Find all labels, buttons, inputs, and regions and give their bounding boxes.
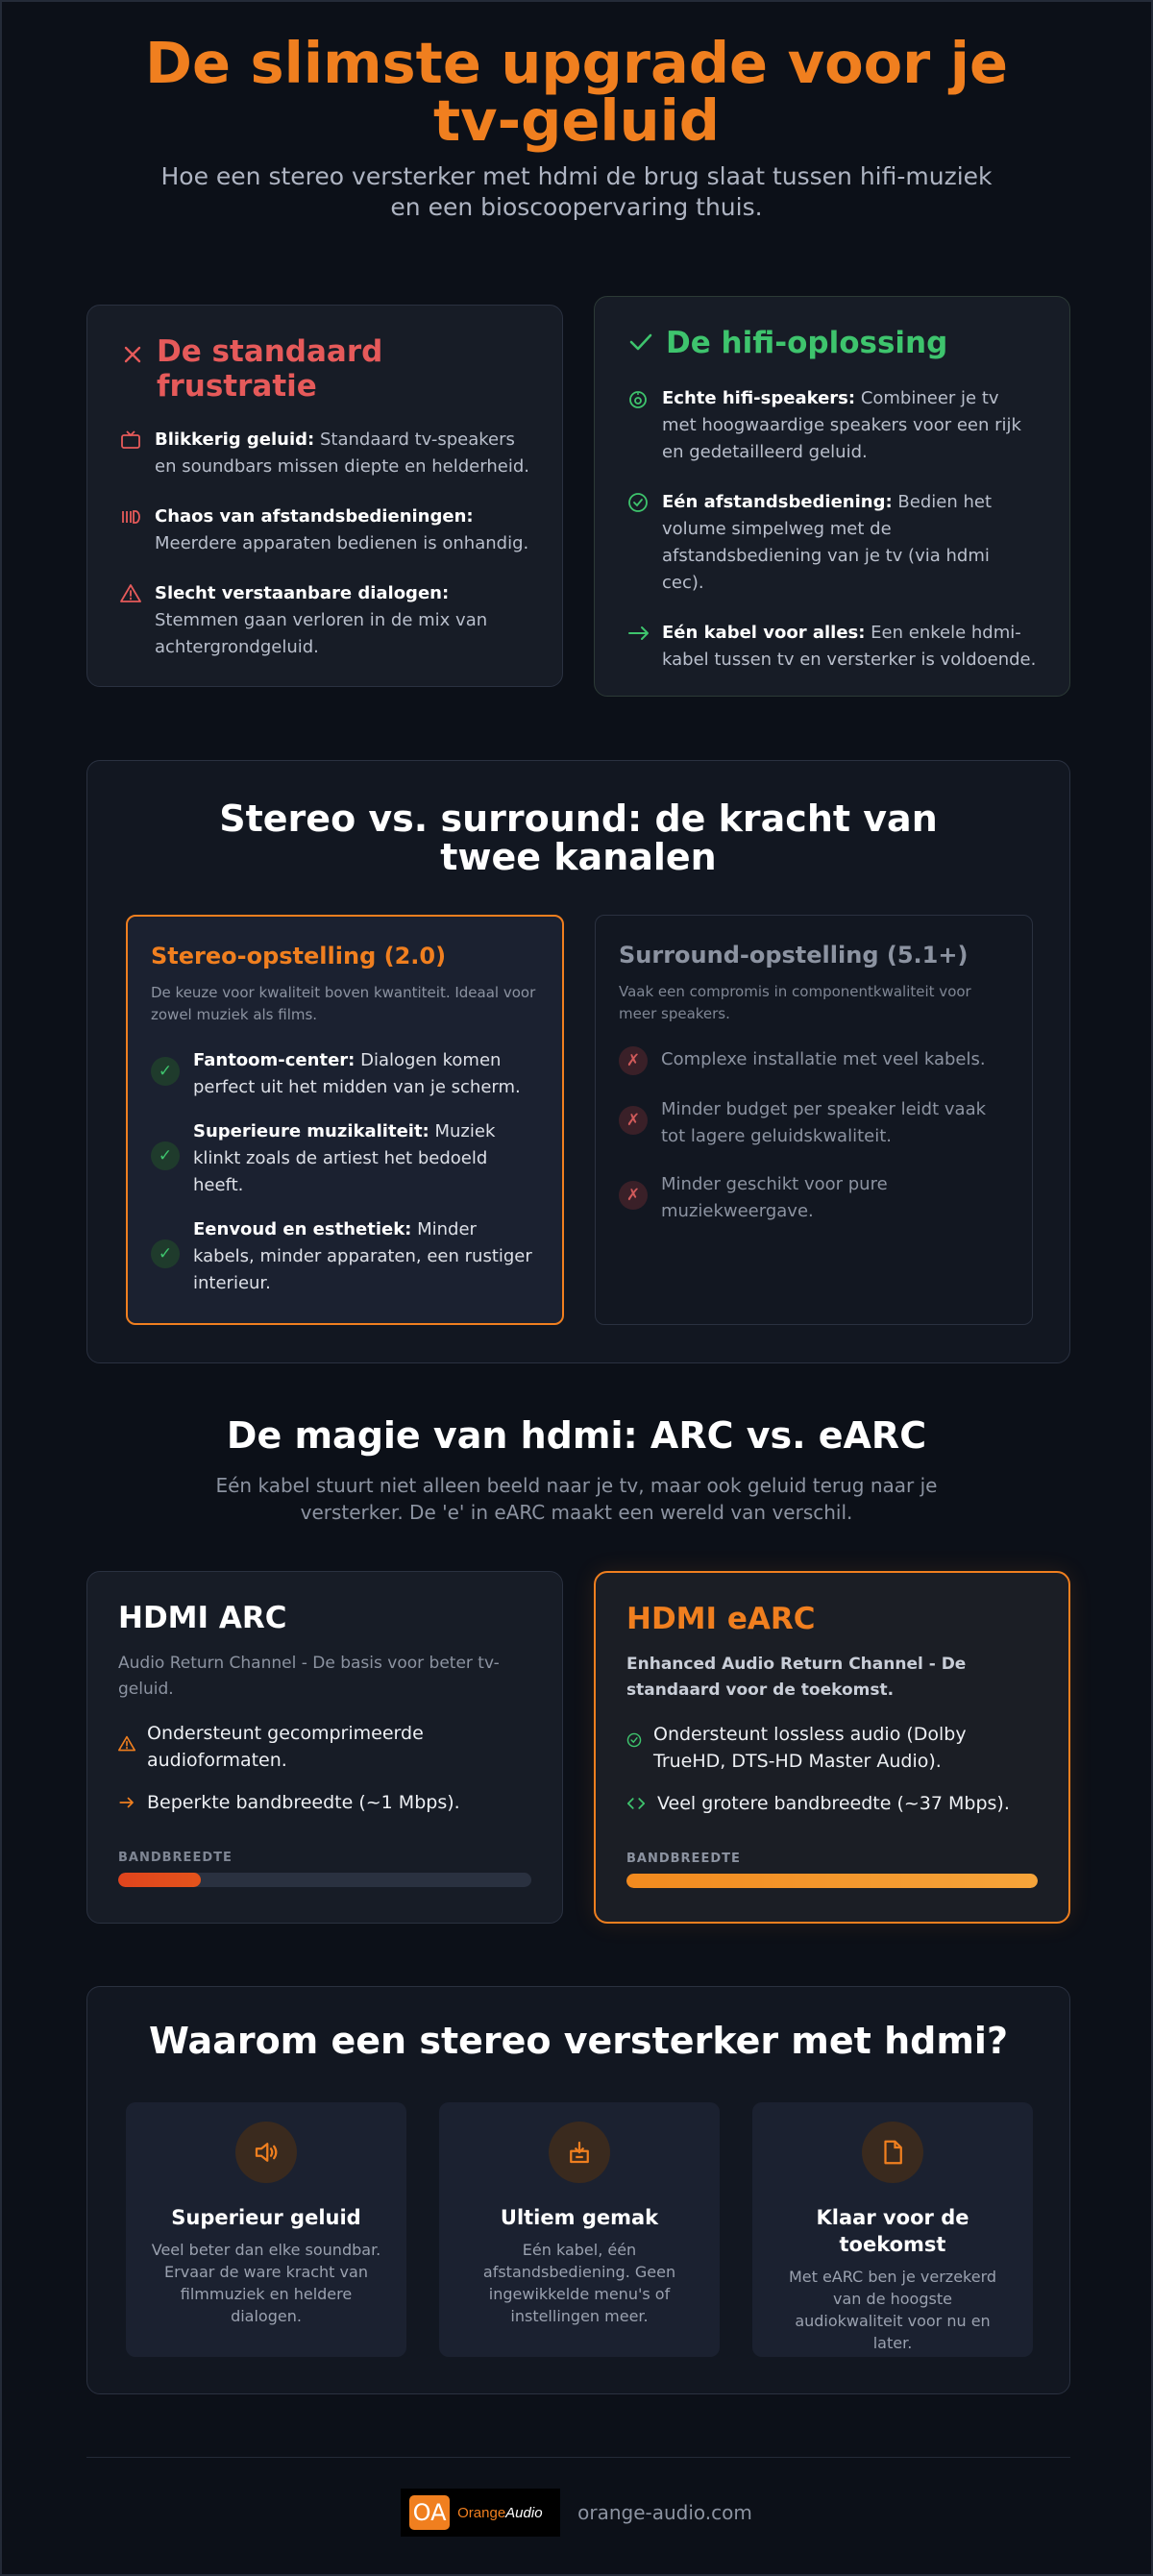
earc-desc: Enhanced Audio Return Channel - De standaard voor de toekomst. — [626, 1655, 967, 1700]
footer — [2, 2489, 1151, 2537]
arc-title: HDMI ARC — [118, 1601, 287, 1635]
solution-list — [627, 385, 1037, 674]
hero — [2, 2, 1151, 223]
hdmi-subtitle: Eén kabel stuurt niet alleen beeld naar je tv, maar ook geluid terug naar je versterker. De 'e' in eARC maakt een wereld van verschil. — [215, 1474, 938, 1524]
list-item — [120, 503, 529, 557]
earc-card — [594, 1571, 1070, 1924]
item-text: Combineer je tv met hoogwaardige speakers voor een rijk en gedetailleerd geluid. — [662, 388, 1021, 462]
why-section — [86, 1986, 1070, 2394]
earc-bandwidth — [626, 1852, 1038, 1888]
item-text: Ondersteunt gecomprimeerde audioformaten. — [147, 1723, 424, 1771]
hdmi-section — [2, 1416, 1151, 1526]
problem-list — [120, 427, 529, 661]
problem-title: De standaard frustratie — [157, 334, 383, 404]
item-text: Meerdere apparaten bedienen is onhandig. — [155, 533, 529, 553]
item-text: Muziek klinkt zoals de artiest het bedoeld heeft. — [193, 1121, 496, 1195]
item-text: Minder kabels, minder apparaten, een rustiger interieur. — [193, 1219, 532, 1293]
item-text: Bedien het volume simpelweg met de afstandsbediening van je tv (via hdmi cec). — [662, 492, 993, 593]
cross-icon: ✗ — [619, 1106, 648, 1135]
arc-list — [118, 1720, 531, 1819]
item-text: Veel grotere bandbreedte (~37 Mbps). — [657, 1793, 1010, 1814]
speaker-icon — [627, 388, 649, 466]
surround-desc: Vaak een compromis in componentkwaliteit voor meer speakers. — [619, 983, 971, 1022]
compare-section — [86, 760, 1070, 1363]
item-text: Complexe installatie met veel kabels. — [661, 1049, 986, 1069]
why-title: Waarom een stereo versterker met hdmi? — [148, 2020, 1008, 2062]
bandwidth-bar — [626, 1874, 1038, 1888]
footer-url[interactable]: orange-audio.com — [577, 2501, 752, 2524]
problem-card — [86, 305, 563, 687]
item-bold: Chaos van afstandsbedieningen: — [155, 506, 474, 527]
code-icon — [626, 1793, 646, 1820]
surround-list — [619, 1046, 1009, 1225]
item-bold: Fantoom-center: — [193, 1050, 356, 1070]
item-bold: Superieure muzikaliteit: — [193, 1121, 429, 1141]
compare-title: Stereo vs. surround: de kracht van twee kanalen — [219, 797, 938, 878]
item-bold: Eenvoud en esthetiek: — [193, 1219, 412, 1239]
list-item — [627, 489, 1037, 597]
arc-desc: Audio Return Channel - De basis voor beter tv-geluid. — [118, 1654, 500, 1699]
list-item — [627, 620, 1037, 674]
check-circle-icon — [626, 1729, 642, 1775]
item-text: Beperkte bandbreedte (~1 Mbps). — [147, 1792, 460, 1813]
feature-text: Eén kabel, één afstandsbediening. Geen ingewikkelde menu's of instellingen meer. — [482, 2241, 676, 2325]
list-item — [627, 385, 1037, 466]
bandwidth-label: BANDBREEDTE — [118, 1851, 233, 1865]
item-bold: Eén kabel voor alles: — [662, 623, 866, 643]
list-item — [626, 1721, 1038, 1775]
speaker-icon — [235, 2122, 297, 2183]
item-text: Standaard tv-speakers en soundbars missen diepte en helderheid. — [155, 429, 529, 477]
feature-title: Ultiem gemak — [500, 2206, 659, 2229]
list-item — [118, 1789, 531, 1819]
feature-text: Met eARC ben je verzekerd van de hoogste audiokwaliteit voor nu en later. — [788, 2268, 997, 2352]
logo-mark: OA — [409, 2495, 450, 2530]
check-icon — [627, 330, 654, 358]
check-circle-icon — [627, 492, 649, 597]
feature-text: Veel beter dan elke soundbar. Ervaar de ware kracht van filmmuziek en heldere dialogen. — [151, 2241, 381, 2325]
page-title: De slimste upgrade voor je tv-geluid — [144, 30, 1009, 154]
logo-brand-orange: Orange — [457, 2504, 506, 2521]
solution-header — [627, 326, 1037, 360]
footer-divider — [86, 2457, 1070, 2458]
bandwidth-label: BANDBREEDTE — [626, 1852, 741, 1866]
logo-wordmark — [457, 2505, 542, 2521]
stereo-desc: De keuze voor kwaliteit boven kwantiteit. Ideaal voor zowel muziek als films. — [151, 984, 536, 1023]
item-bold: Eén afstandsbediening: — [662, 492, 893, 512]
feature-title: Superieur geluid — [171, 2206, 361, 2229]
item-text: Minder budget per speaker leidt vaak tot lagere geluidskwaliteit. — [661, 1099, 987, 1146]
x-icon — [120, 342, 145, 371]
item-bold: Slecht verstaanbare dialogen: — [155, 583, 450, 603]
arc-bandwidth — [118, 1851, 531, 1887]
earc-title: HDMI eARC — [626, 1602, 816, 1636]
list-item — [151, 1118, 539, 1199]
surround-title: Surround-opstelling (5.1+) — [619, 942, 969, 969]
list-item — [151, 1216, 539, 1297]
list-item — [619, 1046, 1009, 1075]
item-text: Stemmen gaan verloren in de mix van achtergrondgeluid. — [155, 610, 488, 657]
feature-card — [752, 2102, 1033, 2357]
solution-title: De hifi-oplossing — [666, 326, 948, 360]
item-text: Dialogen komen perfect uit het midden van je scherm. — [193, 1050, 521, 1097]
stereo-title: Stereo-opstelling (2.0) — [151, 943, 447, 969]
feature-card — [126, 2102, 406, 2357]
bandwidth-bar-fill — [118, 1873, 201, 1887]
list-item — [151, 1047, 539, 1101]
list-item — [626, 1790, 1038, 1820]
cross-icon: ✗ — [619, 1181, 648, 1210]
stereo-card — [126, 915, 564, 1325]
remotes-icon — [120, 506, 141, 557]
cross-icon: ✗ — [619, 1046, 648, 1075]
check-icon: ✓ — [151, 1239, 180, 1268]
logo-brand-audio: Audio — [505, 2504, 543, 2521]
item-bold: Blikkerig geluid: — [155, 429, 315, 450]
list-item — [120, 580, 529, 661]
list-item — [619, 1096, 1009, 1150]
warning-icon — [120, 583, 141, 661]
hdmi-title: De magie van hdmi: ARC vs. eARC — [226, 1414, 927, 1457]
bandwidth-bar-fill — [626, 1874, 1038, 1888]
check-icon: ✓ — [151, 1141, 180, 1170]
item-text: Ondersteunt lossless audio (Dolby TrueHD, DTS-HD Master Audio). — [653, 1724, 967, 1772]
list-item — [118, 1720, 531, 1774]
arrow-right-icon — [118, 1792, 135, 1819]
warning-icon — [118, 1733, 135, 1774]
item-text: Minder geschikt voor pure muziekweergave. — [661, 1174, 888, 1221]
problem-header — [120, 334, 529, 404]
list-item — [120, 427, 529, 480]
earc-list — [626, 1721, 1038, 1820]
item-bold: Echte hifi-speakers: — [662, 388, 856, 408]
surround-card — [595, 915, 1033, 1325]
page-subtitle: Hoe een stereo versterker met hdmi de brug slaat tussen hifi-muziek en een bioscoopervaring thuis. — [160, 162, 993, 221]
bandwidth-bar — [118, 1873, 531, 1887]
logo[interactable] — [401, 2489, 560, 2537]
arc-card — [86, 1571, 563, 1924]
feature-title: Klaar voor de toekomst — [816, 2206, 969, 2256]
solution-card — [594, 296, 1070, 697]
list-item — [619, 1171, 1009, 1225]
item-text: Een enkele hdmi-kabel tussen tv en versterker is voldoende. — [662, 623, 1037, 670]
file-icon — [862, 2122, 923, 2183]
check-icon: ✓ — [151, 1057, 180, 1086]
remote-icon — [549, 2122, 610, 2183]
feature-card — [439, 2102, 720, 2357]
stereo-list — [151, 1047, 539, 1297]
arrow-right-icon — [627, 623, 649, 674]
tv-icon — [120, 429, 141, 480]
